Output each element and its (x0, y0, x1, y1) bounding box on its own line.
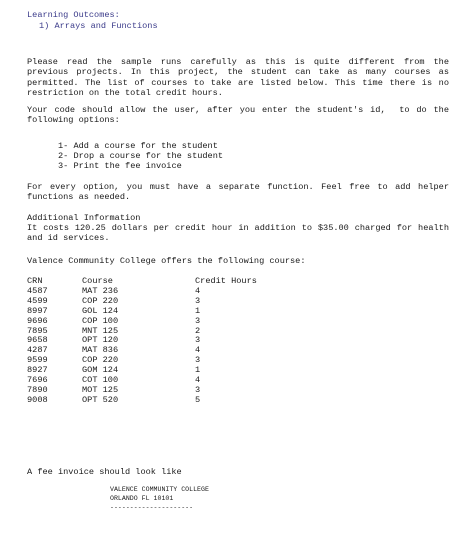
offers-line: Valence Community College offers the following course: (27, 256, 306, 266)
crn-cell: 9599 (27, 355, 48, 366)
course-cell: COP 220 (82, 355, 119, 366)
table-row (27, 396, 285, 406)
crn-cell: 9008 (27, 394, 48, 405)
header-course: Course (82, 276, 113, 286)
crn-cell: 4599 (27, 295, 48, 306)
course-cell: OPT 520 (82, 394, 119, 405)
credit-cell: 3 (195, 384, 201, 395)
table-row (27, 336, 285, 346)
crn-cell: 9696 (27, 315, 48, 326)
course-cell: MOT 125 (82, 384, 119, 395)
option-print-invoice: 3- Print the fee invoice (58, 161, 182, 171)
table-row (27, 376, 285, 386)
crn-cell: 7895 (27, 325, 48, 336)
course-cell: GOM 124 (82, 365, 119, 376)
crn-cell: 7696 (27, 375, 48, 386)
table-row (27, 307, 285, 317)
credit-cell: 3 (195, 355, 201, 366)
learning-outcomes-heading: Learning Outcomes: (27, 10, 120, 20)
table-row (27, 346, 285, 356)
header-credit-hours: Credit Hours (195, 276, 257, 286)
crn-cell: 4587 (27, 285, 48, 296)
crn-cell: 7890 (27, 384, 48, 395)
credit-cell: 3 (195, 315, 201, 326)
credit-cell: 4 (195, 345, 201, 356)
function-note-paragraph: For every option, you must have a separate function. Feel free to add helper functions as needed. (27, 182, 455, 203)
option-drop-course: 2- Drop a course for the student (58, 151, 224, 161)
course-cell: OPT 120 (82, 335, 119, 346)
table-row (27, 386, 285, 396)
options-intro-paragraph: Your code should allow the user, after you enter the student's id, to do the following options: (27, 105, 455, 126)
credit-cell: 1 (195, 365, 201, 376)
credit-cell: 4 (195, 285, 201, 296)
crn-cell: 9658 (27, 335, 48, 346)
intro-paragraph: Please read the sample runs carefully as this is quite different from the previous projects. In this project, the student can take as many courses as permitted. The list of courses to take are listed below. This time there is no restriction on the total credit hours. (27, 57, 455, 98)
crn-cell: 8927 (27, 365, 48, 376)
course-table-header (27, 277, 285, 287)
course-cell: COT 100 (82, 375, 119, 386)
course-table (27, 277, 285, 406)
course-cell: COP 220 (82, 295, 119, 306)
course-cell: GOL 124 (82, 305, 119, 316)
credit-cell: 2 (195, 325, 201, 336)
additional-info-text: It costs 120.25 dollars per credit hour in addition to $35.00 charged for health and id services. (27, 223, 455, 244)
credit-cell: 3 (195, 335, 201, 346)
course-cell: MNT 125 (82, 325, 119, 336)
credit-cell: 1 (195, 305, 201, 316)
invoice-college-name: VALENCE COMMUNITY COLLEGE (110, 486, 209, 493)
additional-info-heading: Additional Information (27, 213, 141, 223)
learning-outcome-item: 1) Arrays and Functions (39, 21, 158, 31)
credit-cell: 3 (195, 295, 201, 306)
table-row (27, 287, 285, 297)
course-cell: COP 100 (82, 315, 119, 326)
table-row (27, 297, 285, 307)
course-cell: MAT 836 (82, 345, 119, 356)
credit-cell: 5 (195, 394, 201, 405)
credit-cell: 4 (195, 375, 201, 386)
invoice-divider: --------------------- (110, 504, 194, 511)
invoice-intro: A fee invoice should look like (27, 467, 182, 477)
header-crn: CRN (27, 276, 43, 286)
course-cell: MAT 236 (82, 285, 119, 296)
invoice-address: ORLANDO FL 10101 (110, 495, 174, 502)
option-add-course: 1- Add a course for the student (58, 141, 218, 151)
table-row (27, 356, 285, 366)
crn-cell: 4287 (27, 345, 48, 356)
table-row (27, 366, 285, 376)
table-row (27, 327, 285, 337)
table-row (27, 317, 285, 327)
crn-cell: 8997 (27, 305, 48, 316)
